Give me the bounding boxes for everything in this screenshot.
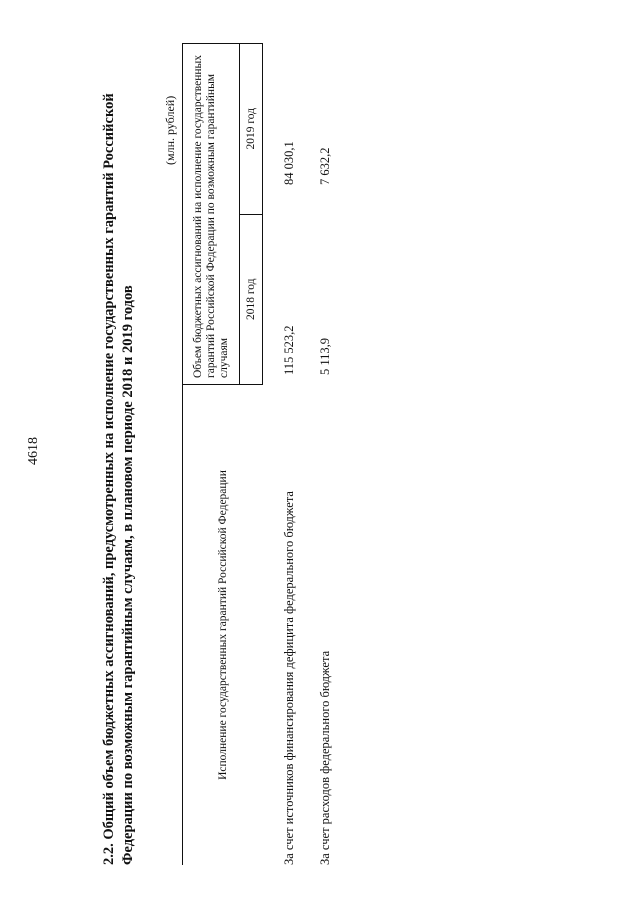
row-label-federal-expenses: За счет расходов федерального бюджета [318,650,332,865]
section-title-line2: Федерации по возможным гарантийным случаям, в плановом периоде 2018 и 2019 годов [120,285,136,865]
page-number: 4618 [26,437,41,465]
row-value-deficit-2018: 115 523,2 [282,325,296,375]
column-header-allocations: Объем бюджетных ассигнований на исполнение государственных гарантий Российской Федерации по возможным гарантийным случаям [183,44,240,385]
column-header-execution: Исполнение государственных гарантий Российской Федерации [183,385,263,866]
row-value-expenses-2018: 5 113,9 [318,337,332,375]
units-label: (млн. рублей) [163,95,177,165]
guarantees-table [182,43,263,865]
column-header-year-2019: 2019 год [240,44,263,215]
column-header-year-2018: 2018 год [240,214,263,384]
row-label-deficit-sources: За счет источников финансирования дефицита федерального бюджета [282,491,296,865]
section-title-line1: 2.2. Общий объем бюджетных ассигнований, предусмотренных на исполнение государственных гарантий Российской [101,93,117,865]
section-title [100,85,138,865]
row-value-expenses-2019: 7 632,2 [318,147,332,185]
row-value-deficit-2019: 84 030,1 [282,141,296,185]
